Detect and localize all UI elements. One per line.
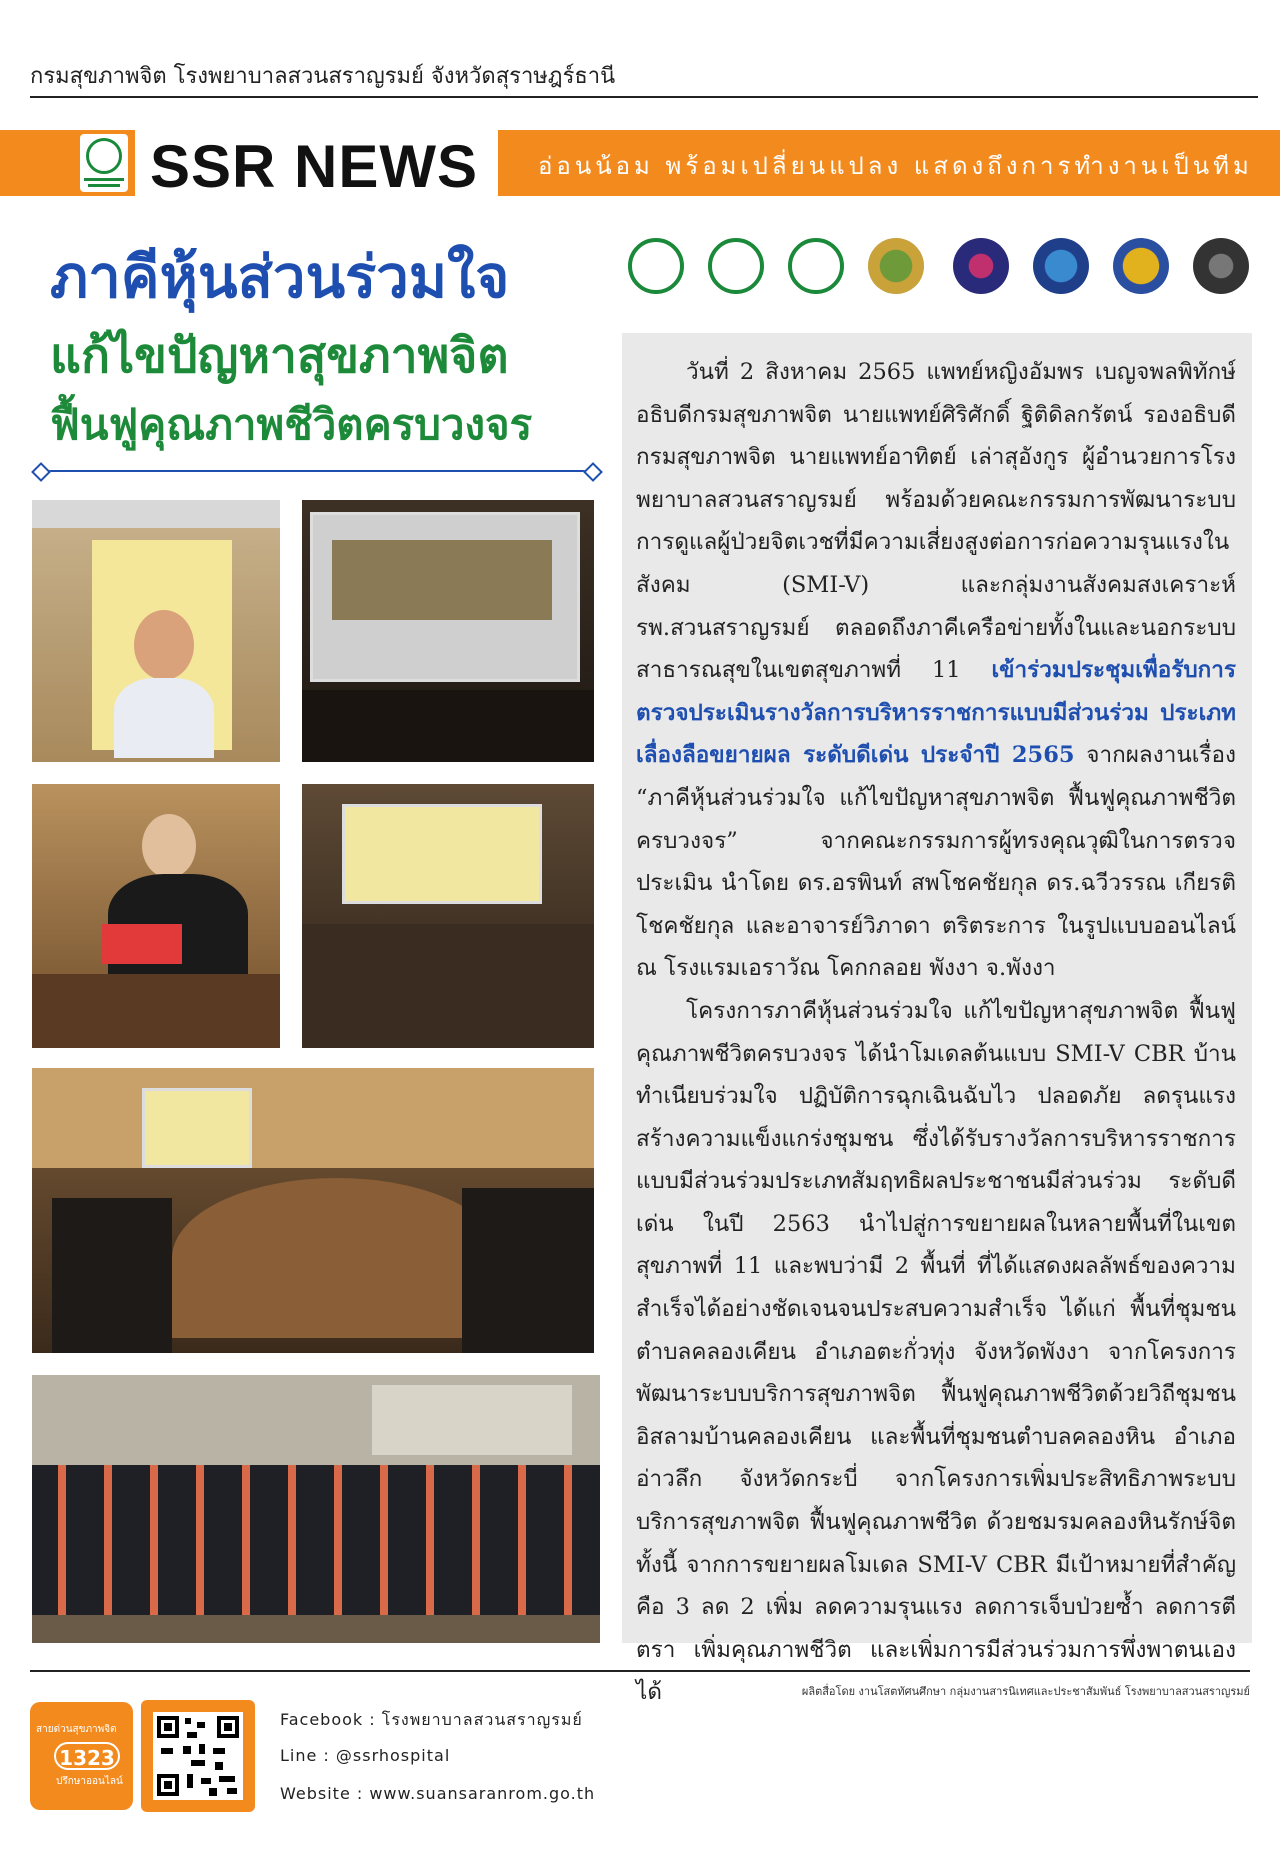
photo-meeting-room-back-view — [302, 784, 594, 1048]
organization-line: กรมสุขภาพจิต โรงพยาบาลสวนสราญรมย์ จังหวัดสุราษฎร์ธานี — [30, 64, 616, 89]
photo-presenter-at-desk — [32, 784, 280, 1048]
rule-left-diamond-icon — [31, 462, 51, 482]
photo-conference-table — [32, 1068, 594, 1353]
island-emblem-logo-icon — [1033, 238, 1089, 294]
footer-divider — [30, 1670, 1250, 1672]
rule-right-diamond-icon — [583, 462, 603, 482]
headline-line-1: ภาคีหุ้นส่วนร่วมใจ — [50, 243, 510, 311]
line-contact[interactable]: Line : @ssrhospital — [280, 1746, 451, 1765]
website-contact[interactable]: Website : www.suansaranrom.go.th — [280, 1784, 596, 1803]
photo-projector-screen — [302, 500, 594, 762]
article-paragraph-1: วันที่ 2 สิงหาคม 2565 แพทย์หญิงอัมพร เบญจพลพิทักษ์ อธิบดีกรมสุขภาพจิต นายแพทย์ศิริศักดิ์ ฐิติดิลกรัตน์ รองอธิบดีกรมสุขภาพจิต นายแพทย์อาทิตย์ เล่าสุอังกูร ผู้อำนวยการโรงพยาบาลสวนสราญรมย์ พร้อมด้วยคณะกรรมการพัฒนาระบบการดูแลผู้ป่วยจิตเวชที่มีความเสี่ยงสูงต่อการก่อความรุนแรงในสังคม (SMI-V) และกลุ่มงานสังคมสงเคราะห์ รพ.สวนสราญรมย์ ตลอดถึงภาคีเครือข่ายทั้งในและนอกระบบสาธารณสุขในเขตสุขภาพที่ 11 เข้าร่วมประชุมเพื่อรับการตรวจประเมินรางวัลการบริหารราชการแบบมีส่วนร่วม ประเภทเลื่องลือขยายผล ระดับดีเด่น ประจำปี 2565 จากผลงานเรื่อง “ภาคีหุ้นส่วนร่วมใจ แก้ไขปัญหาสุขภาพจิต ฟื้นฟูคุณภาพชีวิตครบวงจร” จากคณะกรรมการผู้ทรงคุณวุฒิในการตรวจประเมิน นำโดย ดร.อรพินท์ สพโชคชัยกุล ดร.ฉวีวรรณ เกียรติโชคชัยกุล และอาจารย์วิภาดา ตริตระการ ในรูปแบบออนไลน์ ณ โรงแรมเอราวัณ โคกกลอย พังงา จ.พังงา — [636, 359, 1236, 982]
heart-emblem-logo-icon — [953, 238, 1009, 294]
article-paragraph-2: โครงการภาคีหุ้นส่วนร่วมใจ แก้ไขปัญหาสุขภาพจิต ฟื้นฟูคุณภาพชีวิตครบวงจร ได้นำโมเดลต้นแบบ SMI-V CBR บ้านทำเนียบร่วมใจ ปฏิบัติการฉุกเฉินฉับไว ปลอดภัย ลดรุนแรง สร้างความแข็งแกร่งชุมชน ซึ่งได้รับรางวัลการบริหารราชการแบบมีส่วนร่วมประเภทสัมฤทธิผลประชาชนมีส่วนร่วม ระดับดีเด่น ในปี 2563 นำไปสู่การขยายผลในหลายพื้นที่ในเขตสุขภาพที่ 11 และพบว่ามี 2 พื้นที่ ที่ได้แสดงผลลัพธ์ของความสำเร็จได้อย่างชัดเจนจนประสบความสำเร็จ ได้แก่ พื้นที่ชุมชนตำบลคลองเคียน อำเภอตะกั่วทุ่ง จังหวัดพังงา จากโครงการพัฒนาระบบบริการสุขภาพจิต ฟื้นฟูคุณภาพชีวิตด้วยวิถีชุมชนอิสลามบ้านคลองเคียน และพื้นที่ชุมชนตำบลคลองหิน อำเภออ่าวลึก จังหวัดกระบี่ จากโครงการเพิ่มประสิทธิภาพระบบบริการสุขภาพจิต ฟื้นฟูคุณภาพชีวิต ด้วยชมรมคลองหินรักษ์จิต ทั้งนี้ จากการขยายผลโมเดล SMI-V CBR มีเป้าหมายที่สำคัญ คือ 3 ลด 2 เพิ่ม ลดความรุนแรง ลดการเจ็บป่วยซ้ำ ลดการตีตรา เพิ่มคุณภาพชีวิต และเพิ่มการมีส่วนร่วมการพึ่งพาตนเองได้ — [636, 997, 1236, 1706]
health-dept-logo-icon — [788, 238, 844, 294]
partner-logos-row — [628, 238, 1258, 300]
qr-code-frame — [141, 1700, 255, 1812]
banner-slogan-bar — [498, 130, 1280, 196]
provincial-emblem-logo-icon — [868, 238, 924, 294]
slogan-text: อ่อนน้อม พร้อมเปลี่ยนแปลง แสดงถึงการทำงานเป็นทีม — [538, 152, 1253, 180]
article-highlight: เข้าร่วมประชุมเพื่อรับการตรวจประเมินรางวัลการบริหารราชการแบบมีส่วนร่วม ประเภทเลื่องลือขยายผล ระดับดีเด่น ประจำปี 2565 — [636, 657, 1236, 769]
mental-health-hotline-badge — [30, 1702, 133, 1810]
photo-group-portrait — [32, 1375, 600, 1643]
moph-logo-icon — [628, 238, 684, 294]
newsletter-title: SSR NEWS — [150, 133, 479, 200]
headline-line-3: ฟื้นฟูคุณภาพชีวิตครบวงจร — [50, 400, 533, 449]
seal-emblem-logo-icon — [1193, 238, 1249, 294]
department-of-mental-health-logo-icon — [80, 134, 128, 192]
headline-line-2: แก้ไขปัญหาสุขภาพจิต — [50, 328, 509, 384]
hotline-label: สายด่วนสุขภาพจิต — [36, 1724, 117, 1735]
dmh-logo-icon — [708, 238, 764, 294]
hotline-number: 1323 — [54, 1742, 120, 1770]
production-credit: ผลิตสื่อโดย งานโสตทัศนศึกษา กลุ่มงานสารนิเทศและประชาสัมพันธ์ โรงพยาบาลสวนสราญรมย์ — [801, 1685, 1250, 1698]
newsletter-banner — [0, 130, 1280, 200]
photo-video-call-speaker — [32, 500, 280, 762]
hotline-sub-label: ปรึกษาออนไลน์ — [56, 1776, 123, 1787]
header-divider — [30, 96, 1258, 98]
qr-code-icon[interactable] — [153, 1712, 243, 1800]
headline-decorative-rule — [38, 470, 592, 472]
facebook-contact[interactable]: Facebook : โรงพยาบาลสวนสราญรมย์ — [280, 1710, 583, 1729]
naga-emblem-logo-icon — [1113, 238, 1169, 294]
